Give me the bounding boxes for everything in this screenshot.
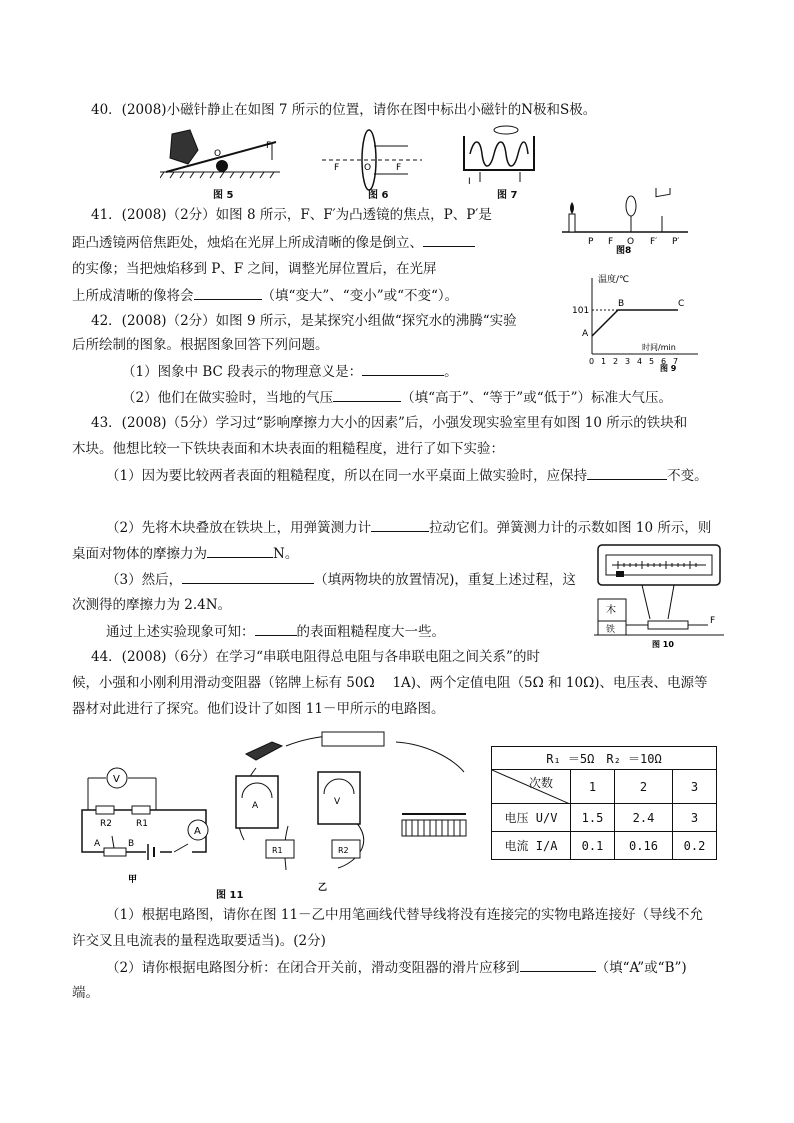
tick-label: 1: [601, 357, 607, 366]
switch-device: [246, 742, 282, 760]
fig9-point-b: B: [618, 299, 625, 309]
fig6-label-o: O: [364, 163, 372, 173]
coil-wire: [470, 142, 528, 166]
fig8-label-f: F: [608, 237, 614, 247]
fig9-y101: 101: [572, 306, 590, 316]
answer-blank[interactable]: [520, 958, 596, 972]
fig10-wood-label: 木: [606, 605, 616, 616]
answer-blank[interactable]: [333, 388, 401, 402]
q40-text: 40．(2008)小磁针静止在如图 7 所示的位置，请你在图中标出小磁针的N极和S极。: [91, 102, 597, 118]
fig5-label-o: O: [214, 149, 222, 159]
table-corner-cell: [492, 770, 571, 804]
battery-pack: [322, 732, 384, 746]
zoom-line: [668, 585, 674, 619]
fig8-caption: 图8: [616, 246, 632, 254]
answer-blank[interactable]: [255, 622, 297, 636]
table-cell: 0.16: [615, 832, 673, 860]
scale-pointer: [616, 571, 624, 577]
q44-sub1: （1）根据电路图，请你在图 11－乙中用笔画线代替导线将没有连接完的实物电路连接好（导线不允: [106, 907, 704, 923]
yi-voltmeter-label: V: [334, 797, 341, 807]
temperature-line: [592, 310, 678, 336]
fig10-caption: 图 10: [652, 640, 674, 649]
yi-r1-label: R1: [272, 846, 283, 855]
fig11-a-label: A: [194, 826, 201, 837]
fig5-label-f: F: [266, 141, 272, 151]
fig6-label-f-left: F: [334, 163, 340, 173]
tick-label: 5: [649, 357, 655, 366]
fig11-jia-label: 甲: [128, 875, 138, 884]
q42-sub2: （2）他们在做实验时，当地的气压 （填“高于”、“等于”或“低于”）标准大气压。: [122, 390, 673, 406]
fig6-caption: 图 6: [368, 190, 389, 201]
fig11-v-label: V: [113, 774, 120, 785]
q41-line3: 的实像；当把烛焰移到 P、F 之间，调整光屏位置后，在光屏: [72, 261, 437, 277]
ground-hatch: [160, 172, 274, 178]
q41-line1: 41．(2008)（2分）如图 8 所示，F、F′为凸透镜的焦点，P、P′是: [91, 207, 492, 223]
q43-sub1: （1）因为要比较两者表面的粗糙程度，所以在同一水平桌面上做实验时，应保持 不变。: [106, 468, 708, 484]
answer-blank[interactable]: [587, 466, 667, 480]
table-row: [492, 804, 717, 832]
core-frame: [464, 136, 534, 170]
compass-needle: [494, 126, 518, 134]
fig7-caption: 图 7: [497, 190, 518, 201]
fig9-xlabel: 时间/min: [642, 343, 676, 352]
fig8-label-o: O: [627, 237, 635, 247]
fig5-caption: 图 5: [213, 190, 234, 201]
answer-blank[interactable]: [182, 570, 314, 584]
answer-blank[interactable]: [194, 286, 262, 300]
fig8-label-f2: F′: [650, 237, 658, 247]
candle: [569, 214, 575, 232]
fig8-label-p2: P′: [672, 237, 680, 247]
fig10-iron-label: 铁: [606, 625, 616, 635]
answer-blank[interactable]: [423, 233, 475, 247]
table-header: R₁ ＝5Ω R₂ ＝10Ω: [492, 747, 717, 770]
zoom-line: [642, 585, 650, 619]
yi-r2-label: R2: [338, 846, 349, 855]
table-col-header: 1: [571, 770, 615, 804]
tick-label: 6: [661, 357, 667, 366]
q42-sub1: （1）图象中 BC 段表示的物理意义是： 。: [122, 364, 458, 380]
fig9-point-a: A: [582, 329, 589, 339]
fig11-r1-label: R1: [136, 819, 148, 829]
figure-6-lens: [322, 128, 422, 192]
rheostat-slider: [112, 836, 114, 848]
fig10-force-label: F: [710, 616, 716, 626]
spring-scale: [648, 621, 688, 629]
answer-blank[interactable]: [207, 544, 273, 558]
fig11-point-b: B: [128, 839, 135, 849]
table-col-header: 3: [673, 770, 717, 804]
answer-blank[interactable]: [371, 518, 429, 532]
figure-10-spring-scale: [594, 543, 724, 653]
fig6-label-f-right: F: [396, 163, 402, 173]
q43-sub2-cont: 桌面对物体的摩擦力为 N。: [72, 546, 299, 562]
q44-line1: 44．(2008)（6分）在学习“串联电阻得总电阻与各串联电阻之间关系”的时: [91, 649, 540, 665]
q44-line3: 器材对此进行了探究。他们设计了如图 11－甲所示的电路图。: [72, 701, 445, 717]
q43-line1: 43．(2008)（5分）学习过“影响摩擦力大小的因素”后，小强发现实验室里有如图 10 所示的铁块和: [91, 415, 688, 431]
yi-ammeter-label: A: [252, 801, 259, 811]
q44-sub1-cont: 许交叉且电流表的量程选取要适当)。(2分): [72, 933, 326, 949]
table-cell: 0.1: [571, 832, 615, 860]
screen: [656, 188, 670, 197]
q43-line2: 木块。他想比较一下铁块表面和木块表面的粗糙程度，进行了如下实验：: [72, 441, 504, 457]
tick-label: 7: [673, 357, 679, 366]
q42-line2: 后所绘制的图象。根据图象回答下列问题。: [72, 337, 329, 353]
fig11-yi-label: 乙: [318, 883, 328, 892]
q44-sub2-cont: 端。: [72, 985, 99, 1001]
table-cell: 2.4: [615, 804, 673, 832]
q41-line4: 上所成清晰的像将会 （填“变大”、“变小”或“不变“）。: [72, 288, 459, 304]
table-cell: 1.5: [571, 804, 615, 832]
resistor-r2: [96, 806, 114, 814]
fig9-point-c: C: [678, 299, 685, 309]
q43-sub3: （3）然后， （填两物块的放置情况)，重复上述过程，这: [106, 572, 576, 588]
figure-5-lever: [160, 128, 280, 190]
table-row-label: 电压 U/V: [492, 804, 571, 832]
figure-9-boiling-graph: [568, 268, 702, 372]
fig11-point-a: A: [94, 839, 101, 849]
figure-11-jia-circuit: [76, 766, 216, 884]
figure-11-yi-apparatus: [226, 728, 476, 892]
results-table: [491, 746, 717, 860]
lens: [626, 196, 636, 216]
circuit-loop: [82, 810, 206, 852]
fig11-caption: 图 11: [216, 890, 244, 901]
fig11-r2-label: R2: [100, 819, 112, 829]
answer-blank[interactable]: [362, 362, 444, 376]
fulcrum: [216, 160, 228, 172]
fig9-ylabel: 温度/℃: [598, 275, 630, 285]
q43-sub3-cont: 次测得的摩擦力为 2.4N。: [72, 597, 232, 613]
resistor-r1: [132, 806, 150, 814]
fig8-label-p: P: [588, 237, 594, 247]
rock-shape: [170, 130, 198, 164]
fig7-label-i: I: [468, 177, 471, 186]
tick-label: 2: [613, 357, 619, 366]
table-row: [492, 832, 717, 860]
fig9-caption: 图 9: [660, 364, 677, 372]
q43-conclusion: 通过上述实验现象可知： 的表面粗糙程度大一些。: [106, 624, 445, 640]
tick-label: 3: [625, 357, 631, 366]
table-col-header: 2: [615, 770, 673, 804]
q44-line2: 候，小强和小刚利用滑动变阻器（铭牌上标有 50Ω 1A)、两个定值电阻（5Ω 和 10Ω)、电压表、电源等: [72, 675, 708, 691]
tick-label: 0: [589, 357, 595, 366]
q42-line1: 42．(2008)（2分）如图 9 所示，是某探究小组做“探究水的沸腾“实验: [91, 313, 517, 329]
table-cell: 0.2: [673, 832, 717, 860]
q41-line2: 距凸透镜两倍焦距处，烛焰在光屏上所成清晰的像是倒立、: [72, 233, 475, 252]
flame: [570, 202, 574, 214]
tick-label: 4: [637, 357, 643, 366]
table-cell: 3: [673, 804, 717, 832]
table-row-label: 电流 I/A: [492, 832, 571, 860]
q43-sub2: （2）先将木块叠放在铁块上，用弹簧测力计 拉动它们。弹簧测力计的示数如图 10 所示，则: [106, 520, 712, 536]
figure-7-solenoid: [462, 124, 538, 186]
rheostat: [104, 848, 126, 856]
figure-8-optical-bench: [558, 188, 698, 254]
q44-sub2: （2）请你根据电路图分析：在闭合开关前，滑动变阻器的滑片应移到 （填“A”或“B”): [106, 960, 687, 976]
table-corner-label: 次数: [528, 776, 553, 790]
